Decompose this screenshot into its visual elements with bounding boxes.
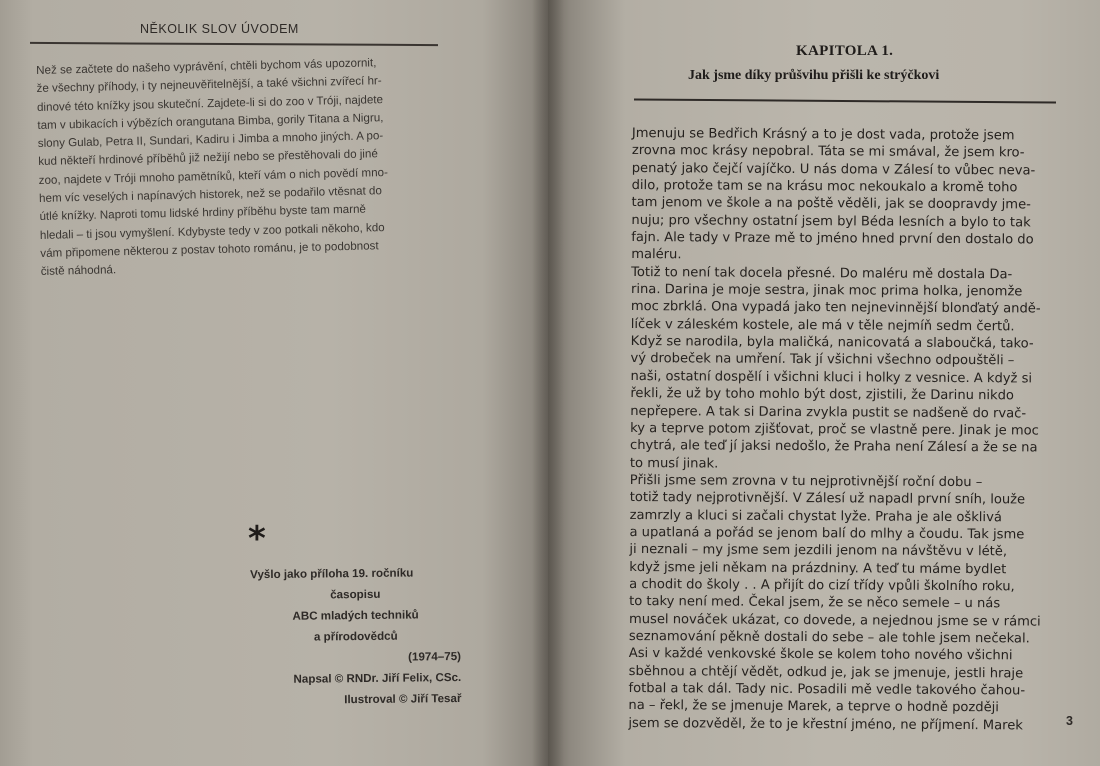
intro-line: hem víc veselých i napínavých historek, než se podařilo vtěsnat do	[38, 184, 383, 206]
body-line: Přišli jsme sem zrovna v tu nejprotivnější roční dobu –	[629, 472, 983, 491]
chapter-number: KAPITOLA 1.	[796, 43, 894, 59]
body-line: líček v záleském kostele, ale má v těle nejmíň sedm čertů.	[630, 316, 1015, 335]
chapter-rule	[634, 99, 1056, 103]
intro-line: vám připomene některou z postav tohoto románu, je to podobnost	[40, 239, 379, 260]
body-line: řekli, že už by toho mohlo být dost, zjistili, že Darinu nikdo	[630, 386, 1014, 404]
right-page	[548, 0, 1100, 766]
asterisk-ornament: *	[248, 519, 266, 559]
body-line: ky a teprve potom zjišťovat, proč se vlastně pere. Jinak je moc	[630, 420, 1039, 439]
body-line: nepřepere. A tak si Darina zvykla pustit se nadšeně do rvač-	[630, 403, 1027, 421]
body-line: a upatlaná a pořád se jenom balí do mlhy a čoudu. Tak jsme	[629, 524, 1025, 543]
left-page	[0, 0, 548, 766]
body-line: Když se narodila, byla maličká, nanicovatá a slaboučká, tako-	[630, 334, 1034, 352]
body-line: jsem se dozvěděl, že to je křestní jméno, ne příjmení. Marek	[628, 715, 1023, 734]
body-line: sběhnou a chtějí vědět, odkud je, jak se jmenuje, jestli hraje	[628, 663, 1024, 682]
intro-line: dinové této knížky jsou skuteční. Zajdete-li si do zoo v Tróji, najdete	[36, 92, 384, 114]
body-line: vý drobeček na umření. Tak jí všichni všechno odpouštěli –	[630, 351, 1015, 369]
body-line: na – řekl, že se jmenuje Marek, a teprve o hodně později	[628, 698, 999, 716]
body-line: rina. Darina je moje sestra, jinak moc prima holka, jenomže	[630, 282, 1023, 300]
chapter-body	[628, 125, 1072, 735]
intro-line: útlé knížky. Naproti tomu lidské hrdiny příběhu byste tam marně	[39, 202, 367, 224]
colophon	[250, 562, 462, 711]
body-line: Jmenuju se Bedřich Krásný a to je dost vada, protože jsem	[631, 125, 1015, 144]
body-line: když jsme jeli někam na prázdniny. A teď tu máme bydlet	[629, 559, 1007, 577]
body-line: to musí jinak.	[629, 455, 719, 472]
body-line: totiž tady nejprotivnější. V Zálesí už napadl první sníh, louže	[629, 490, 1026, 508]
colophon-line: ABC mladých techniků	[292, 608, 419, 623]
body-line: chytrá, ale teď jí jaksi nedošlo, že Praha není Zálesí a že se na	[629, 438, 1038, 456]
body-line: zrovna moc krásy nepobral. Táta se mi smával, že jsem kro-	[631, 143, 1025, 161]
body-line: zamrzly a kluci si začali chystat lyže. Praha je ale ošklivá	[629, 507, 1002, 525]
colophon-line: Napsal © RNDr. Jiří Felix, CSc.	[293, 670, 462, 686]
colophon-line: (1974–75)	[408, 649, 462, 664]
page-number: 3	[1066, 714, 1073, 728]
intro-line: čistě náhodná.	[40, 263, 117, 279]
colophon-line: a přírodovědců	[313, 629, 398, 644]
intro-line: kud někteří hrdinové příběhů již nežijí nebo se přestěhovali do jiné	[38, 147, 378, 169]
body-line: fajn. Ale tady v Praze mě to jméno hned první den dostalo do	[631, 230, 1034, 248]
body-line: maléru.	[631, 247, 682, 263]
book-gutter	[532, 0, 564, 766]
running-head: NĚKOLIK SLOV ÚVODEM	[140, 22, 299, 36]
body-line: Asi v každé venkovské škole se kolem toho nového všichni	[628, 646, 1013, 664]
intro-line: zoo, najdete v Tróji mnoho pamětníků, kteří vám o nich povědí mno-	[38, 165, 389, 187]
body-line: naši, ostatní dospělí i všichni kluci i holky z vesnice. A když si	[630, 368, 1033, 387]
body-line: penatý jako čejčí vajíčko. U nás doma v Zálesí to vůbec neva-	[631, 160, 1036, 179]
body-line: ji neznali – my jsme sem jezdili jenom na návštěvu v létě,	[629, 542, 1008, 560]
colophon-line: Vyšlo jako příloha 19. ročníku	[250, 566, 414, 582]
intro-paragraph	[36, 53, 451, 282]
colophon-line: časopisu	[330, 587, 381, 602]
intro-line: Než se začtete do našeho vyprávění, chtěli bychom vás upozornit,	[36, 56, 377, 77]
body-line: seznamování pěkně dostali do sebe – ale tohle jsem nečekal.	[628, 628, 1030, 647]
colophon-line: Ilustroval © Jiří Tesař	[344, 691, 462, 707]
body-line: moc zbrklá. Ona vypadá jako ten nejnevinnější blonďatý andě-	[630, 299, 1041, 317]
body-line: Totiž to není tak docela přesné. Do maléru mě dostala Da-	[631, 264, 1013, 283]
body-line: fotbal a tak dál. Tady nic. Posadili mě vedle takového čahou-	[628, 680, 1026, 699]
header-rule	[30, 42, 438, 46]
intro-line: tam v ubikacích i výbězích orangutana Bimba, gorily Titana a Nigru,	[37, 111, 384, 132]
body-line: tam jenom ve škole a na poště věděli, jak se doopravdy jme-	[631, 195, 1031, 213]
body-line: dilo, protože tam se na krásu moc nekoukalo a kromě toho	[631, 178, 1018, 196]
chapter-title: Jak jsme díky průšvihu přišli ke strýčkovi	[688, 68, 940, 83]
body-line: to taky není med. Čekal jsem, že se něco semele – u nás	[629, 594, 1001, 612]
body-line: musel nováček ukázat, co dovede, a nejednou jsme se v rámci	[628, 611, 1041, 630]
intro-line: slony Gulab, Petra II, Sundari, Kadiru i Jimba a mnoho jiných. A po-	[37, 129, 384, 151]
intro-line: hledali – ti jsou vymyšlení. Kdybyste tedy v zoo potkali někoho, kdo	[39, 220, 385, 242]
body-line: a chodit do školy . . A přijít do cizí třídy vpůli školního roku,	[629, 576, 1015, 595]
body-line: nuju; pro všechny ostatní jsem byl Béda lesních a bylo to tak	[631, 212, 1031, 231]
intro-line: že všechny příhody, i ty nejneuvěřitelnější, a také všichni zvířecí hr-	[36, 74, 382, 96]
